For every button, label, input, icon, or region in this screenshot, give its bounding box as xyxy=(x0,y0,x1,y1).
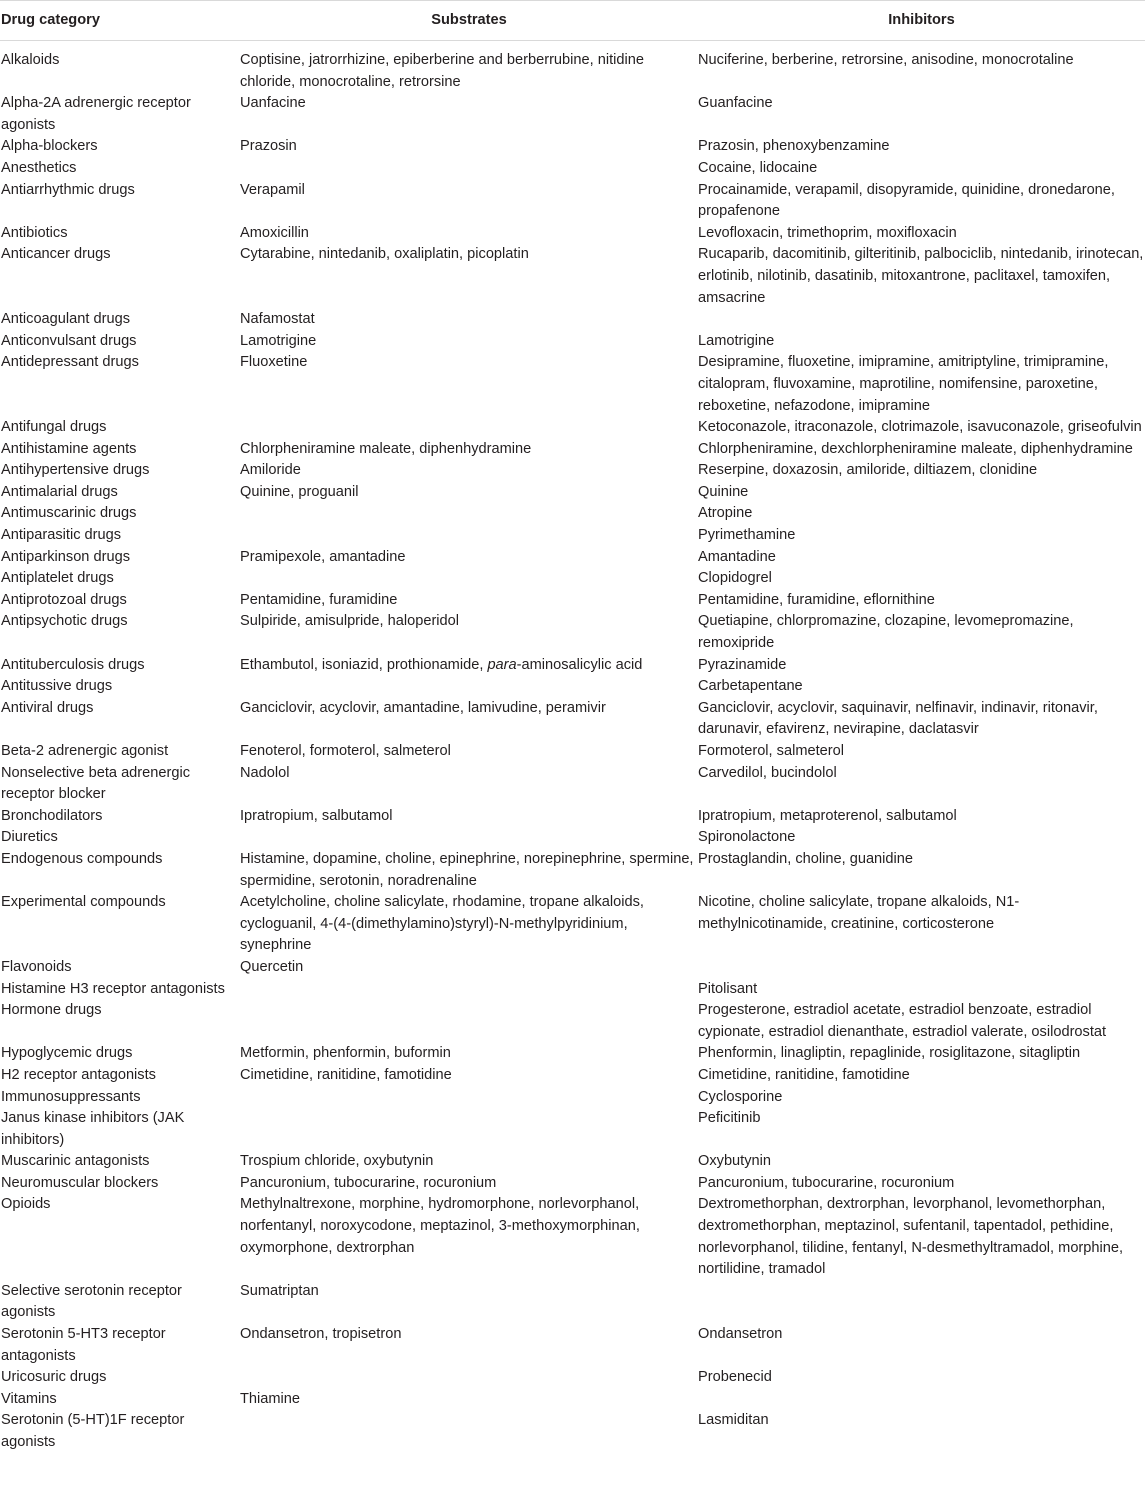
cell-drug-category: Alpha-blockers xyxy=(1,138,98,155)
cell-inhibitors: Peficitinib xyxy=(698,1110,761,1127)
table-row xyxy=(0,352,1145,417)
cell-drug-category: Selective serotonin receptor agonists xyxy=(1,1282,182,1321)
cell-drug-category: Histamine H3 receptor antagonists xyxy=(1,980,225,997)
table-row xyxy=(0,806,1145,828)
cell-drug-category: Antiarrhythmic drugs xyxy=(1,181,135,198)
cell-inhibitors: Pyrimethamine xyxy=(698,527,796,544)
table-row xyxy=(0,1389,1145,1411)
cell-inhibitors xyxy=(698,1389,1145,1411)
cell-substrates: Fluoxetine xyxy=(240,354,308,371)
cell-drug-category: Diuretics xyxy=(1,829,58,846)
cell-inhibitors: Cimetidine, ranitidine, famotidine xyxy=(698,1066,910,1083)
cell-inhibitors: Pentamidine, furamidine, eflornithine xyxy=(698,591,935,608)
cell-substrates xyxy=(240,568,698,590)
cell-substrates: Pramipexole, amantadine xyxy=(240,548,406,565)
cell-drug-category: Antimalarial drugs xyxy=(1,483,118,500)
table-row xyxy=(0,460,1145,482)
cell-substrates xyxy=(240,827,698,849)
cell-drug-category: Hormone drugs xyxy=(1,1002,102,1019)
cell-drug-category: Antidepressant drugs xyxy=(1,354,139,371)
cell-inhibitors: Desipramine, fluoxetine, imipramine, amitriptyline, trimipramine, citalopram, fluvoxamine, maprotiline, nomifensine, paroxetine, reboxetine, nefazodone, imipramine xyxy=(698,354,1109,414)
cell-drug-category: Antifungal drugs xyxy=(1,419,107,436)
table-row xyxy=(0,1173,1145,1195)
cell-drug-category: Janus kinase inhibitors (JAK inhibitors) xyxy=(1,1110,185,1148)
cell-drug-category: Antiparasitic drugs xyxy=(1,527,122,544)
table-row xyxy=(0,1151,1145,1173)
cell-drug-category: Alpha-2A adrenergic receptor agonists xyxy=(1,95,191,133)
cell-inhibitors: Quinine xyxy=(698,483,749,500)
cell-substrates: Thiamine xyxy=(240,1390,301,1407)
cell-inhibitors: Chlorpheniramine, dexchlorpheniramine maleate, diphenhydramine xyxy=(698,440,1133,457)
header-drug-category: Drug category xyxy=(0,1,240,41)
substrates-text-prefix: Ethambutol, isoniazid, prothionamide, xyxy=(240,656,488,673)
cell-inhibitors: Dextromethorphan, dextrorphan, levorphanol, levomethorphan, dextromethorphan, meptazinol, sufentanil, tapentadol, pethidine, norlevorphanol, tilidine, fentanyl, N-desmethyltramadol, morphine, nortilidine, tramadol xyxy=(698,1196,1124,1278)
cell-substrates xyxy=(240,503,698,525)
cell-inhibitors: Pitolisant xyxy=(698,980,758,997)
cell-drug-category: Anticonvulsant drugs xyxy=(1,332,137,349)
cell-inhibitors: Ganciclovir, acyclovir, saquinavir, nelfinavir, indinavir, ritonavir, darunavir, efavirenz, nevirapine, daclatasvir xyxy=(698,699,1098,738)
cell-inhibitors: Carvedilol, bucindolol xyxy=(698,764,837,781)
cell-substrates: Acetylcholine, choline salicylate, rhodamine, tropane alkaloids, cycloguanil, 4-(4-(dimethylamino)styryl)-N-methylpyridinium, synephrine xyxy=(240,894,644,954)
table-row xyxy=(0,1281,1145,1324)
substrates-text-italic: para xyxy=(487,656,517,673)
table-row xyxy=(0,590,1145,612)
cell-inhibitors: Phenformin, linagliptin, repaglinide, rosiglitazone, sitagliptin xyxy=(698,1045,1081,1062)
cell-substrates xyxy=(240,158,698,180)
table-row xyxy=(0,655,1145,677)
cell-inhibitors: Rucaparib, dacomitinib, gilteritinib, palbociclib, nintedanib, irinotecan, erlotinib, nilotinib, dasatinib, mitoxantrone, paclitaxel, tamoxifen, amsacrine xyxy=(698,246,1144,306)
cell-substrates: Cytarabine, nintedanib, oxaliplatin, picoplatin xyxy=(240,246,529,263)
cell-inhibitors: Cocaine, lidocaine xyxy=(698,159,818,176)
cell-drug-category: Antiplatelet drugs xyxy=(1,570,114,587)
cell-drug-category: Antiviral drugs xyxy=(1,699,94,716)
cell-drug-category: Antiprotozoal drugs xyxy=(1,591,127,608)
cell-drug-category: Anticancer drugs xyxy=(1,246,111,263)
table-row xyxy=(0,180,1145,223)
table-row xyxy=(0,849,1145,892)
cell-inhibitors: Pancuronium, tubocurarine, rocuronium xyxy=(698,1174,955,1191)
cell-substrates: Pentamidine, furamidine xyxy=(240,591,398,608)
table-row xyxy=(0,1367,1145,1389)
cell-inhibitors: Prostaglandin, choline, guanidine xyxy=(698,850,914,867)
table-row xyxy=(0,957,1145,979)
cell-drug-category: Antihypertensive drugs xyxy=(1,462,150,479)
cell-substrates: Verapamil xyxy=(240,181,305,198)
cell-inhibitors xyxy=(698,309,1145,331)
cell-substrates xyxy=(240,676,698,698)
cell-substrates xyxy=(240,1000,698,1043)
cell-substrates: Ipratropium, salbutamol xyxy=(240,807,393,824)
table-row xyxy=(0,244,1145,309)
table-row xyxy=(0,158,1145,180)
cell-substrates: Uanfacine xyxy=(240,95,306,112)
table-row xyxy=(0,676,1145,698)
cell-substrates: Sumatriptan xyxy=(240,1282,319,1299)
cell-substrates xyxy=(240,655,698,677)
cell-drug-category: Flavonoids xyxy=(1,958,72,975)
table-row xyxy=(0,136,1145,158)
cell-drug-category: Muscarinic antagonists xyxy=(1,1153,150,1170)
cell-drug-category: Antitussive drugs xyxy=(1,678,113,695)
cell-drug-category: Antihistamine agents xyxy=(1,440,137,457)
table-row xyxy=(0,439,1145,461)
table-row xyxy=(0,1194,1145,1280)
table-row xyxy=(0,1324,1145,1367)
cell-substrates: Trospium chloride, oxybutynin xyxy=(240,1153,434,1170)
cell-inhibitors: Reserpine, doxazosin, amiloride, diltiazem, clonidine xyxy=(698,462,1038,479)
table-header xyxy=(0,1,1145,41)
cell-drug-category: Nonselective beta adrenergic receptor blocker xyxy=(1,764,191,803)
cell-substrates: Sulpiride, amisulpride, haloperidol xyxy=(240,613,460,630)
cell-substrates: Methylnaltrexone, morphine, hydromorphone, norlevorphanol, norfentanyl, noroxycodone, meptazinol, 3-methoxymorphinan, oxymorphone, dextrorphan xyxy=(240,1196,640,1256)
table-row xyxy=(0,547,1145,569)
header-substrates: Substrates xyxy=(240,1,698,41)
cell-substrates xyxy=(240,979,698,1001)
cell-drug-category: Alkaloids xyxy=(1,52,60,68)
cell-drug-category: Uricosuric drugs xyxy=(1,1369,107,1386)
cell-drug-category: Antimuscarinic drugs xyxy=(1,505,137,522)
cell-substrates: Fenoterol, formoterol, salmeterol xyxy=(240,743,451,759)
cell-inhibitors: Guanfacine xyxy=(698,95,773,112)
cell-substrates xyxy=(240,1367,698,1389)
cell-drug-category: Beta-2 adrenergic agonist xyxy=(1,743,169,759)
table-row xyxy=(0,223,1145,245)
cell-substrates: Nadolol xyxy=(240,764,290,781)
cell-drug-category: Vitamins xyxy=(1,1390,57,1407)
cell-drug-category: Experimental compounds xyxy=(1,894,166,911)
cell-drug-category: Endogenous compounds xyxy=(1,850,163,867)
table-row xyxy=(0,503,1145,525)
header-inhibitors: Inhibitors xyxy=(698,1,1145,41)
cell-inhibitors: Levofloxacin, trimethoprim, moxifloxacin xyxy=(698,224,957,241)
cell-inhibitors: Lamotrigine xyxy=(698,332,775,349)
cell-inhibitors: Ipratropium, metaproterenol, salbutamol xyxy=(698,807,957,824)
table-row xyxy=(0,1087,1145,1109)
cell-substrates xyxy=(240,417,698,439)
cell-drug-category: Antibiotics xyxy=(1,224,68,241)
cell-substrates: Pancuronium, tubocurarine, rocuronium xyxy=(240,1174,497,1191)
cell-inhibitors: Nuciferine, berberine, retrorsine, anisodine, monocrotaline xyxy=(698,52,1074,68)
table-row xyxy=(0,1065,1145,1087)
cell-substrates: Histamine, dopamine, choline, epinephrine, norepinephrine, spermine, spermidine, serotonin, noradrenaline xyxy=(240,850,694,889)
cell-inhibitors: Ondansetron xyxy=(698,1326,783,1343)
cell-inhibitors: Ketoconazole, itraconazole, clotrimazole, isavuconazole, griseofulvin xyxy=(698,419,1142,436)
cell-substrates: Metformin, phenformin, buformin xyxy=(240,1045,451,1062)
table-row xyxy=(0,1108,1145,1151)
table-body xyxy=(0,41,1145,1454)
table-row xyxy=(0,741,1145,763)
cell-substrates: Ondansetron, tropisetron xyxy=(240,1326,402,1343)
table-row xyxy=(0,525,1145,547)
cell-inhibitors xyxy=(698,1281,1145,1324)
cell-inhibitors: Quetiapine, chlorpromazine, clozapine, levomepromazine, remoxipride xyxy=(698,613,1074,652)
cell-drug-category: Bronchodilators xyxy=(1,807,103,824)
table-row xyxy=(0,1043,1145,1065)
table-row xyxy=(0,1000,1145,1043)
cell-substrates: Coptisine, jatrorrhizine, epiberberine and berberrubine, nitidine chloride, monocrotaline, retrorsine xyxy=(240,52,645,90)
substrates-text-suffix: -aminosalicylic acid xyxy=(516,656,643,673)
header-row xyxy=(0,1,1145,41)
cell-drug-category: Antituberculosis drugs xyxy=(1,656,145,673)
cell-substrates: Prazosin xyxy=(240,138,297,155)
cell-substrates: Cimetidine, ranitidine, famotidine xyxy=(240,1066,452,1083)
cell-substrates: Nafamostat xyxy=(240,311,315,328)
table-row xyxy=(0,979,1145,1001)
cell-substrates: Chlorpheniramine maleate, diphenhydramine xyxy=(240,440,532,457)
cell-inhibitors: Probenecid xyxy=(698,1369,772,1386)
cell-inhibitors: Prazosin, phenoxybenzamine xyxy=(698,138,890,155)
table-row xyxy=(0,41,1145,94)
cell-substrates: Amoxicillin xyxy=(240,224,309,241)
table-row xyxy=(0,892,1145,957)
cell-inhibitors: Carbetapentane xyxy=(698,678,803,695)
table-row xyxy=(0,763,1145,806)
cell-inhibitors: Cyclosporine xyxy=(698,1088,783,1105)
table-row xyxy=(0,698,1145,741)
cell-drug-category: Antipsychotic drugs xyxy=(1,613,128,630)
cell-inhibitors: Procainamide, verapamil, disopyramide, quinidine, dronedarone, propafenone xyxy=(698,181,1115,220)
cell-inhibitors: Progesterone, estradiol acetate, estradiol benzoate, estradiol cypionate, estradiol dienanthate, estradiol valerate, osilodrostat xyxy=(698,1002,1107,1040)
table-row xyxy=(0,309,1145,331)
cell-inhibitors: Lasmiditan xyxy=(698,1412,769,1429)
table-row xyxy=(0,93,1145,136)
cell-substrates xyxy=(240,525,698,547)
cell-drug-category: H2 receptor antagonists xyxy=(1,1066,156,1083)
cell-drug-category: Serotonin (5-HT)1F receptor agonists xyxy=(1,1412,185,1450)
table-row xyxy=(0,482,1145,504)
cell-inhibitors: Formoterol, salmeterol xyxy=(698,743,844,759)
cell-substrates: Quercetin xyxy=(240,958,304,975)
cell-substrates: Ganciclovir, acyclovir, amantadine, lamivudine, peramivir xyxy=(240,699,606,716)
cell-substrates xyxy=(240,1108,698,1151)
cell-inhibitors xyxy=(698,957,1145,979)
cell-inhibitors: Spironolactone xyxy=(698,829,796,846)
cell-inhibitors: Clopidogrel xyxy=(698,570,772,587)
cell-substrates: Lamotrigine xyxy=(240,332,317,349)
cell-inhibitors: Oxybutynin xyxy=(698,1153,772,1170)
cell-drug-category: Immunosuppressants xyxy=(1,1088,141,1105)
cell-drug-category: Hypoglycemic drugs xyxy=(1,1045,133,1062)
cell-inhibitors: Pyrazinamide xyxy=(698,656,787,673)
cell-inhibitors: Nicotine, choline salicylate, tropane alkaloids, N1-methylnicotinamide, creatinine, corticosterone xyxy=(698,894,1020,932)
table-row xyxy=(0,331,1145,353)
cell-substrates xyxy=(240,1410,698,1453)
table-row xyxy=(0,568,1145,590)
cell-drug-category: Neuromuscular blockers xyxy=(1,1174,159,1191)
table-row xyxy=(0,417,1145,439)
cell-drug-category: Anesthetics xyxy=(1,159,77,176)
cell-inhibitors: Amantadine xyxy=(698,548,776,565)
cell-inhibitors: Atropine xyxy=(698,505,753,522)
table-row xyxy=(0,611,1145,654)
cell-drug-category: Serotonin 5-HT3 receptor antagonists xyxy=(1,1326,166,1364)
cell-drug-category: Anticoagulant drugs xyxy=(1,311,130,328)
cell-drug-category: Antiparkinson drugs xyxy=(1,548,130,565)
table-row xyxy=(0,827,1145,849)
table-row xyxy=(0,1410,1145,1453)
cell-drug-category: Opioids xyxy=(1,1196,51,1213)
cell-substrates: Amiloride xyxy=(240,462,301,479)
cell-substrates: Quinine, proguanil xyxy=(240,483,359,500)
cell-substrates xyxy=(240,1087,698,1109)
